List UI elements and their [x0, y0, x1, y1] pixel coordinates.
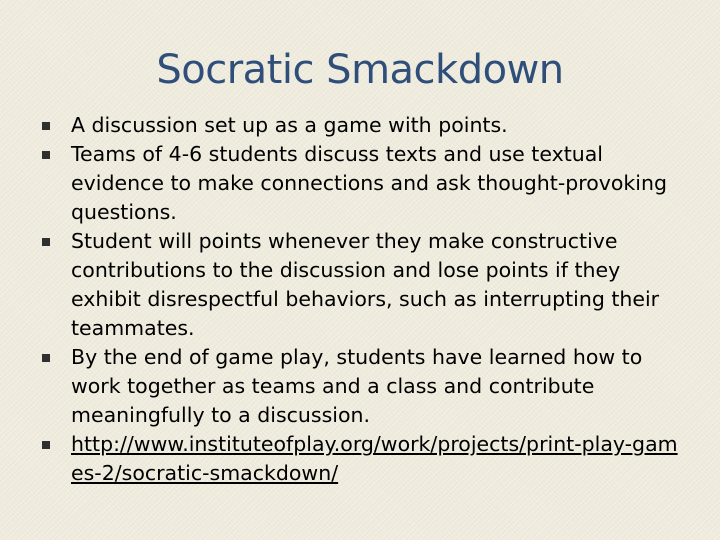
square-bullet-icon: [42, 151, 50, 159]
bullet-item: [40, 343, 680, 430]
bullet-item: [40, 227, 680, 343]
bullet-list: [40, 111, 680, 488]
bullet-item: [40, 111, 680, 140]
square-bullet-icon: [42, 354, 50, 362]
bullet-item: [40, 430, 680, 488]
square-bullet-icon: [42, 122, 50, 130]
bullet-text: Teams of 4-6 students discuss texts and use textual evidence to make connections and ask thought-provoking questions.: [71, 142, 668, 224]
square-bullet-icon: [42, 441, 50, 449]
bullet-text: Student will points whenever they make constructive contributions to the discussion and lose points if they exhibit disrespectful behaviors, such as interrupting their teammates.: [71, 229, 660, 340]
bullet-text: A discussion set up as a game with points.: [71, 113, 508, 137]
bullet-text: By the end of game play, students have learned how to work together as teams and a class and contribute meaningfully to a discussion.: [71, 345, 643, 427]
bullet-item: [40, 140, 680, 227]
square-bullet-icon: [42, 238, 50, 246]
source-link[interactable]: http://www.instituteofplay.org/work/projects/print-play-games-2/socratic-smackdown/: [71, 432, 678, 485]
slide-title: Socratic Smackdown: [156, 47, 564, 93]
